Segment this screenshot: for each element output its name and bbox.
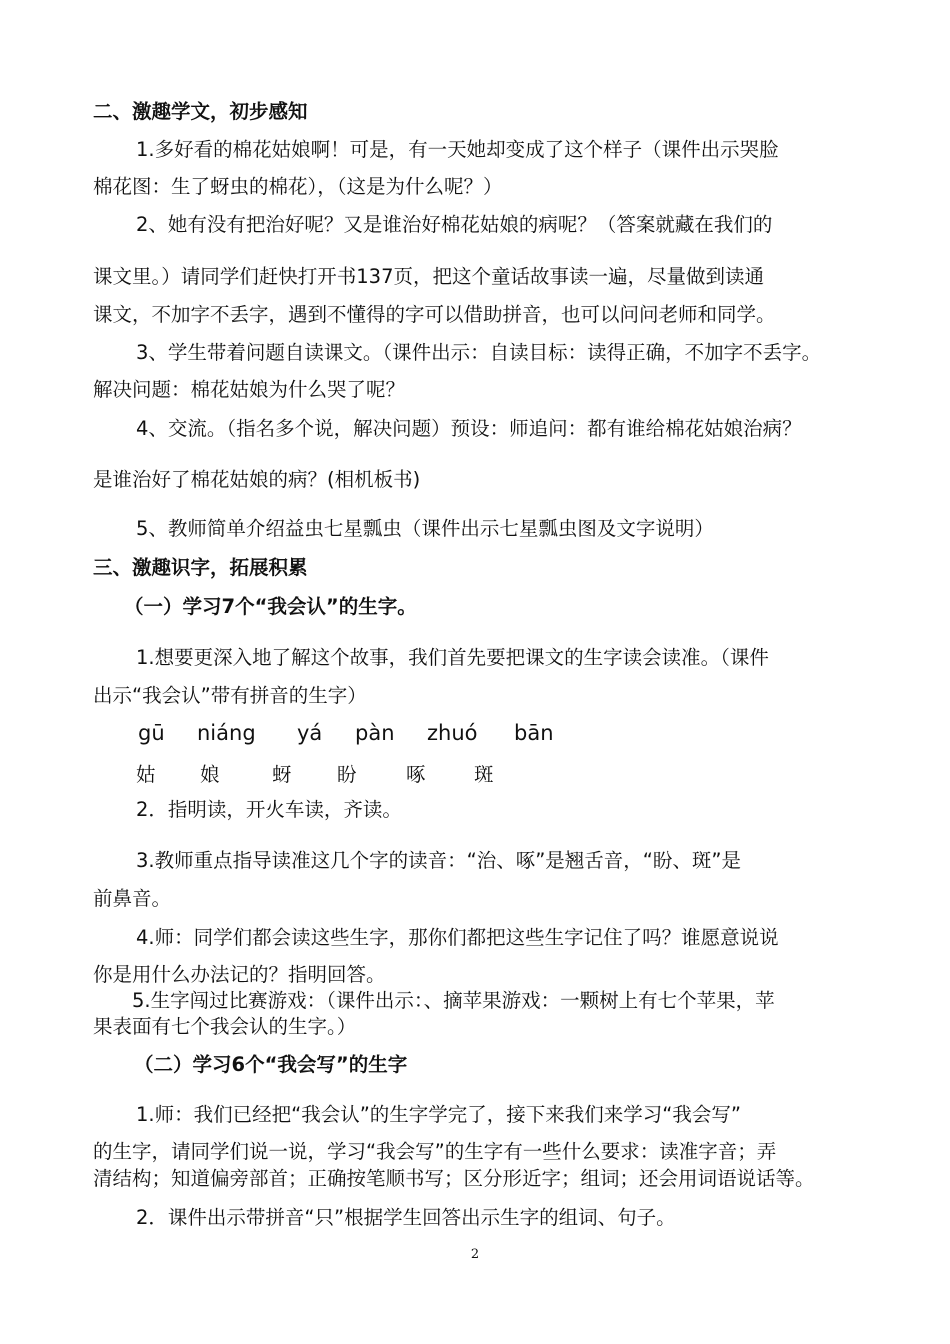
- paragraph-line: 你是用什么办法记的？指明回答。: [93, 963, 386, 986]
- paragraph-line: 清结构；知道偏旁部首；正确按笔顺书写；区分形近字；组词；还会用词语说话等。: [93, 1167, 815, 1190]
- pinyin: yá: [297, 721, 323, 745]
- paragraph-line: 1.想要更深入地了解这个故事，我们首先要把课文的生字读会读准。（课件: [136, 646, 769, 669]
- paragraph-line: 3、学生带着问题自读课文。（课件出示：自读目标：读得正确，不加字不丢字。: [136, 341, 822, 364]
- paragraph-line: 果表面有七个我会认的生字。）: [93, 1015, 357, 1038]
- paragraph-line: 的生字，请同学们说一说，学习“我会写”的生字有一些什么要求：读准字音；弄: [93, 1140, 777, 1163]
- paragraph-line: 出示“我会认”带有拼音的生字）: [93, 684, 367, 707]
- character: 蚜: [272, 763, 292, 786]
- paragraph-line: 4.师：同学们都会读这些生字，那你们都把这些生字记住了吗？谁愿意说说: [136, 926, 779, 949]
- paragraph-line: 1.师：我们已经把“我会认”的生字学完了，接下来我们来学习“我会写”: [136, 1103, 742, 1126]
- pinyin: pàn: [355, 721, 395, 745]
- character: 姑: [136, 763, 156, 786]
- paragraph-line: 2．课件出示带拼音“只”根据学生回答出示生字的组词、句子。: [136, 1206, 676, 1229]
- paragraph-line: 5、教师简单介绍益虫七星瓢虫（课件出示七星瓢虫图及文字说明）: [136, 517, 714, 540]
- paragraph-line: 4、交流。（指名多个说，解决问题）预设：师追问：都有谁给棉花姑娘治病？: [136, 417, 802, 440]
- paragraph-line: 5.生字闯过比赛游戏：（课件出示：、摘苹果游戏：一颗树上有七个苹果，苹: [132, 989, 775, 1012]
- section-heading-2: 二、激趣学文，初步感知: [93, 100, 308, 123]
- pinyin: niáng: [197, 721, 256, 745]
- paragraph-line: 棉花图：生了蚜虫的棉花），（这是为什么呢？）: [93, 175, 503, 198]
- paragraph-line: 1.多好看的棉花姑娘啊！可是，有一天她却变成了这个样子（课件出示哭脸: [136, 138, 779, 161]
- pinyin: bān: [514, 721, 554, 745]
- subsection-heading-2: （二）学习6个“我会写”的生字: [134, 1053, 408, 1076]
- subsection-heading-1: （一）学习7个“我会认”的生字。: [124, 595, 417, 618]
- character: 啄: [406, 763, 426, 786]
- character: 盼: [337, 763, 357, 786]
- paragraph-line: 课文，不加字不丢字，遇到不懂得的字可以借助拼音，也可以问问老师和同学。: [93, 303, 776, 326]
- section-heading-3: 三、激趣识字，拓展积累: [93, 556, 308, 579]
- paragraph-line: 3.教师重点指导读准这几个字的读音：“治、啄”是翘舌音，“盼、斑”是: [136, 849, 742, 872]
- paragraph-line: 前鼻音。: [93, 887, 172, 910]
- pinyin: gū: [138, 721, 165, 745]
- page-number: 2: [470, 1247, 480, 1262]
- paragraph-line: 解决问题：棉花姑娘为什么哭了呢？: [93, 378, 406, 401]
- paragraph-line: 2、她有没有把治好呢？又是谁治好棉花姑娘的病呢？（答案就藏在我们的: [136, 213, 773, 236]
- paragraph-line: 课文里。）请同学们赶快打开书137页，把这个童话故事读一遍，尽量做到读通: [93, 265, 764, 288]
- pinyin: zhuó: [427, 721, 478, 745]
- character: 娘: [200, 763, 220, 786]
- paragraph-line: 2．指明读，开火车读，齐读。: [136, 798, 402, 821]
- paragraph-line: 是谁治好了棉花姑娘的病？(相机板书): [93, 468, 421, 491]
- character: 斑: [474, 763, 494, 786]
